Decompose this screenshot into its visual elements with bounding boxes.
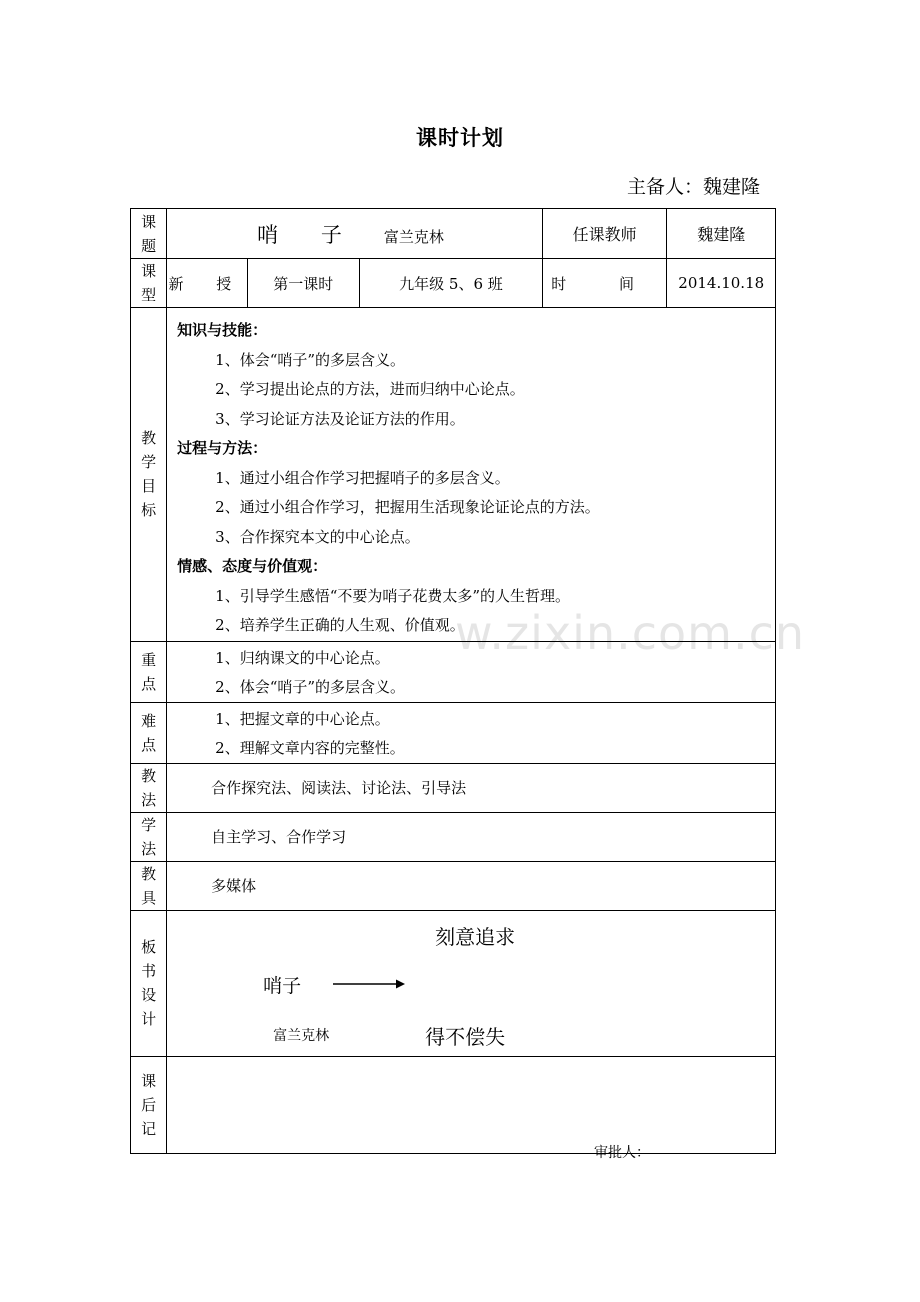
lesson-type-value: 新 授: [167, 259, 247, 308]
teaching-aids-label: 教 具: [131, 861, 167, 910]
board-layout: [167, 911, 775, 1055]
teacher-label: 任课教师: [542, 209, 667, 259]
topic-row: [131, 209, 776, 259]
board-bottom-text: 得不偿失: [425, 1024, 506, 1049]
teacher-name: 魏建隆: [667, 209, 776, 259]
objective-heading: 知识与技能：: [177, 321, 268, 339]
learning-method-value: 自主学习、合作学习: [167, 812, 776, 861]
arrow-right-icon: [333, 974, 405, 994]
objective-item: 3、学习论证方法及论证方法的作用。: [215, 409, 465, 428]
objective-item: 2、通过小组合作学习，把握用生活现象论证论点的方法。: [215, 498, 600, 516]
learning-method-label: 学 法: [131, 812, 167, 861]
key-points-content: [167, 641, 776, 702]
teaching-aids-value: 多媒体: [167, 861, 776, 910]
teaching-aids-row: [131, 861, 776, 910]
afterword-row: [131, 1056, 776, 1153]
preparer-label: 主备人：魏建隆: [626, 176, 760, 198]
board-left-text: 哨子: [263, 974, 302, 997]
objective-item: 1、通过小组合作学习把握哨子的多层含义。: [215, 468, 510, 487]
objective-item: 1、体会“哨子”的多层含义。: [215, 350, 406, 369]
type-label: 课 型: [131, 259, 167, 308]
board-design-row: [131, 910, 776, 1056]
difficulties-content: [167, 702, 776, 763]
difficulty-item: 2、理解文章内容的完整性。: [215, 738, 405, 757]
key-point-item: 1、归纳课文的中心论点。: [215, 648, 390, 667]
approver-label: 审批人：: [594, 1145, 650, 1161]
key-point-item: 2、体会“哨子”的多层含义。: [215, 677, 406, 696]
difficulties-label: 难 点: [131, 702, 167, 763]
class-value: 九年级 5、6 班: [360, 259, 543, 308]
difficulties-row: [131, 702, 776, 763]
lesson-title-cell: [167, 209, 543, 259]
objective-heading: 过程与方法：: [177, 439, 268, 457]
key-points-label: 重 点: [131, 641, 167, 702]
afterword-label: 课 后 记: [131, 1056, 167, 1153]
teaching-method-row: [131, 763, 776, 812]
date-value: 2014.10.18: [667, 259, 776, 308]
objective-item: 2、培养学生正确的人生观、价值观。: [215, 616, 465, 634]
objectives-label: 教 学 目 标: [131, 308, 167, 642]
board-design-label: 板 书 设 计: [131, 910, 167, 1056]
learning-method-row: [131, 812, 776, 861]
board-top-text: 刻意追求: [435, 924, 516, 949]
lesson-plan-table: [130, 208, 776, 1154]
teaching-method-value: 合作探究法、阅读法、讨论法、引导法: [167, 763, 776, 812]
objective-item: 2、学习提出论点的方法，进而归纳中心论点。: [215, 380, 525, 398]
afterword-content: [167, 1056, 776, 1153]
page-title: 课时计划: [416, 126, 504, 150]
objectives-row: [131, 308, 776, 642]
lesson-author: 富兰克林: [383, 227, 444, 246]
lesson-name: 哨 子: [257, 222, 360, 247]
objectives-content: [167, 308, 776, 642]
objective-item: 1、引导学生感悟“不要为哨子花费太多”的人生哲理。: [215, 586, 571, 605]
teaching-method-label: 教 法: [131, 763, 167, 812]
objective-item: 3、合作探究本文的中心论点。: [215, 527, 420, 546]
watermark: w.zixin.com.cn: [455, 606, 806, 660]
key-points-row: [131, 641, 776, 702]
type-row: [131, 259, 776, 308]
board-author-text: 富兰克林: [273, 1027, 330, 1044]
period-value: 第一课时: [247, 259, 360, 308]
difficulty-item: 1、把握文章的中心论点。: [215, 709, 390, 728]
topic-label: 课 题: [131, 209, 167, 259]
objective-heading: 情感、态度与价值观：: [177, 557, 328, 575]
board-design-content: [167, 910, 776, 1056]
time-label: 时 间: [542, 259, 667, 308]
